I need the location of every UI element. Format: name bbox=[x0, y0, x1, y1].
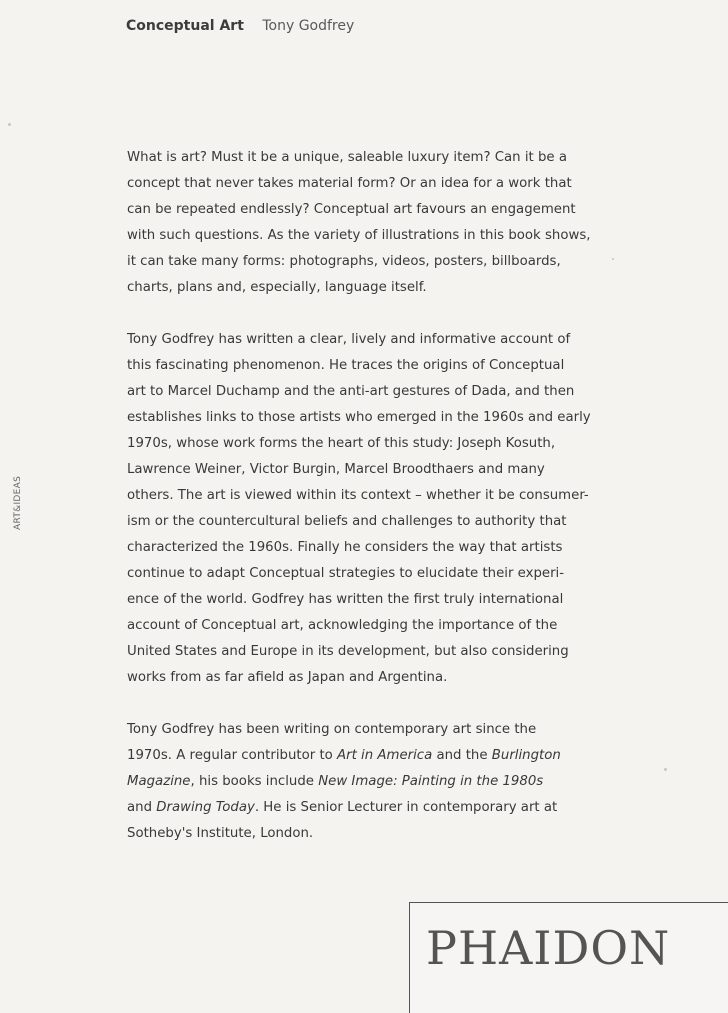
text-line: this fascinating phenomenon. He traces the origins of Conceptual bbox=[127, 358, 565, 373]
bio-line: 1970s. A regular contributor to Art in America and the Burlington bbox=[127, 748, 561, 763]
text-line: What is art? Must it be a unique, saleable luxury item? Can it be a bbox=[127, 150, 567, 165]
paper-speck bbox=[664, 768, 667, 771]
bio-line: Tony Godfrey has been writing on contemporary art since the bbox=[127, 722, 537, 737]
text-line: Lawrence Weiner, Victor Burgin, Marcel Broodthaers and many bbox=[127, 462, 545, 477]
text-line: works from as far afield as Japan and Argentina. bbox=[127, 670, 448, 685]
series-label: ART&IDEAS bbox=[13, 475, 23, 530]
text-line: others. The art is viewed within its context – whether it be consumer- bbox=[127, 488, 589, 503]
text-line: establishes links to those artists who emerged in the 1960s and early bbox=[127, 410, 591, 425]
publisher-box bbox=[409, 902, 728, 1013]
header bbox=[126, 18, 354, 34]
bio-line: Sotheby's Institute, London. bbox=[127, 826, 314, 841]
bio-line: and Drawing Today. He is Senior Lecturer in contemporary art at bbox=[127, 800, 558, 815]
bio-line: Magazine, his books include New Image: Painting in the 1980s bbox=[127, 774, 544, 789]
text-line: concept that never takes material form? Or an idea for a work that bbox=[127, 176, 572, 191]
text-line: Tony Godfrey has written a clear, lively and informative account of bbox=[127, 332, 571, 347]
book-author: Tony Godfrey bbox=[262, 18, 355, 34]
paper-speck bbox=[8, 123, 11, 126]
text-line: it can take many forms: photographs, videos, posters, billboards, bbox=[127, 254, 561, 269]
text-line: United States and Europe in its development, but also considering bbox=[127, 644, 569, 659]
text-line: charts, plans and, especially, language itself. bbox=[127, 280, 427, 295]
text-line: ism or the countercultural beliefs and challenges to authority that bbox=[127, 514, 567, 529]
book-title: Conceptual Art bbox=[126, 18, 244, 34]
text-line: with such questions. As the variety of illustrations in this book shows, bbox=[127, 228, 591, 243]
text-line: continue to adapt Conceptual strategies to elucidate their experi- bbox=[127, 566, 565, 581]
text-line: characterized the 1960s. Finally he considers the way that artists bbox=[127, 540, 563, 555]
text-line: can be repeated endlessly? Conceptual art favours an engagement bbox=[127, 202, 576, 217]
paper-speck bbox=[612, 258, 614, 260]
text-line: ence of the world. Godfrey has written the first truly international bbox=[127, 592, 564, 607]
text-line: art to Marcel Duchamp and the anti-art gestures of Dada, and then bbox=[127, 384, 575, 399]
publisher-logo: PHAIDON bbox=[426, 921, 671, 975]
text-line: account of Conceptual art, acknowledging the importance of the bbox=[127, 618, 558, 633]
text-line: 1970s, whose work forms the heart of this study: Joseph Kosuth, bbox=[127, 436, 556, 451]
blurb bbox=[127, 145, 597, 847]
